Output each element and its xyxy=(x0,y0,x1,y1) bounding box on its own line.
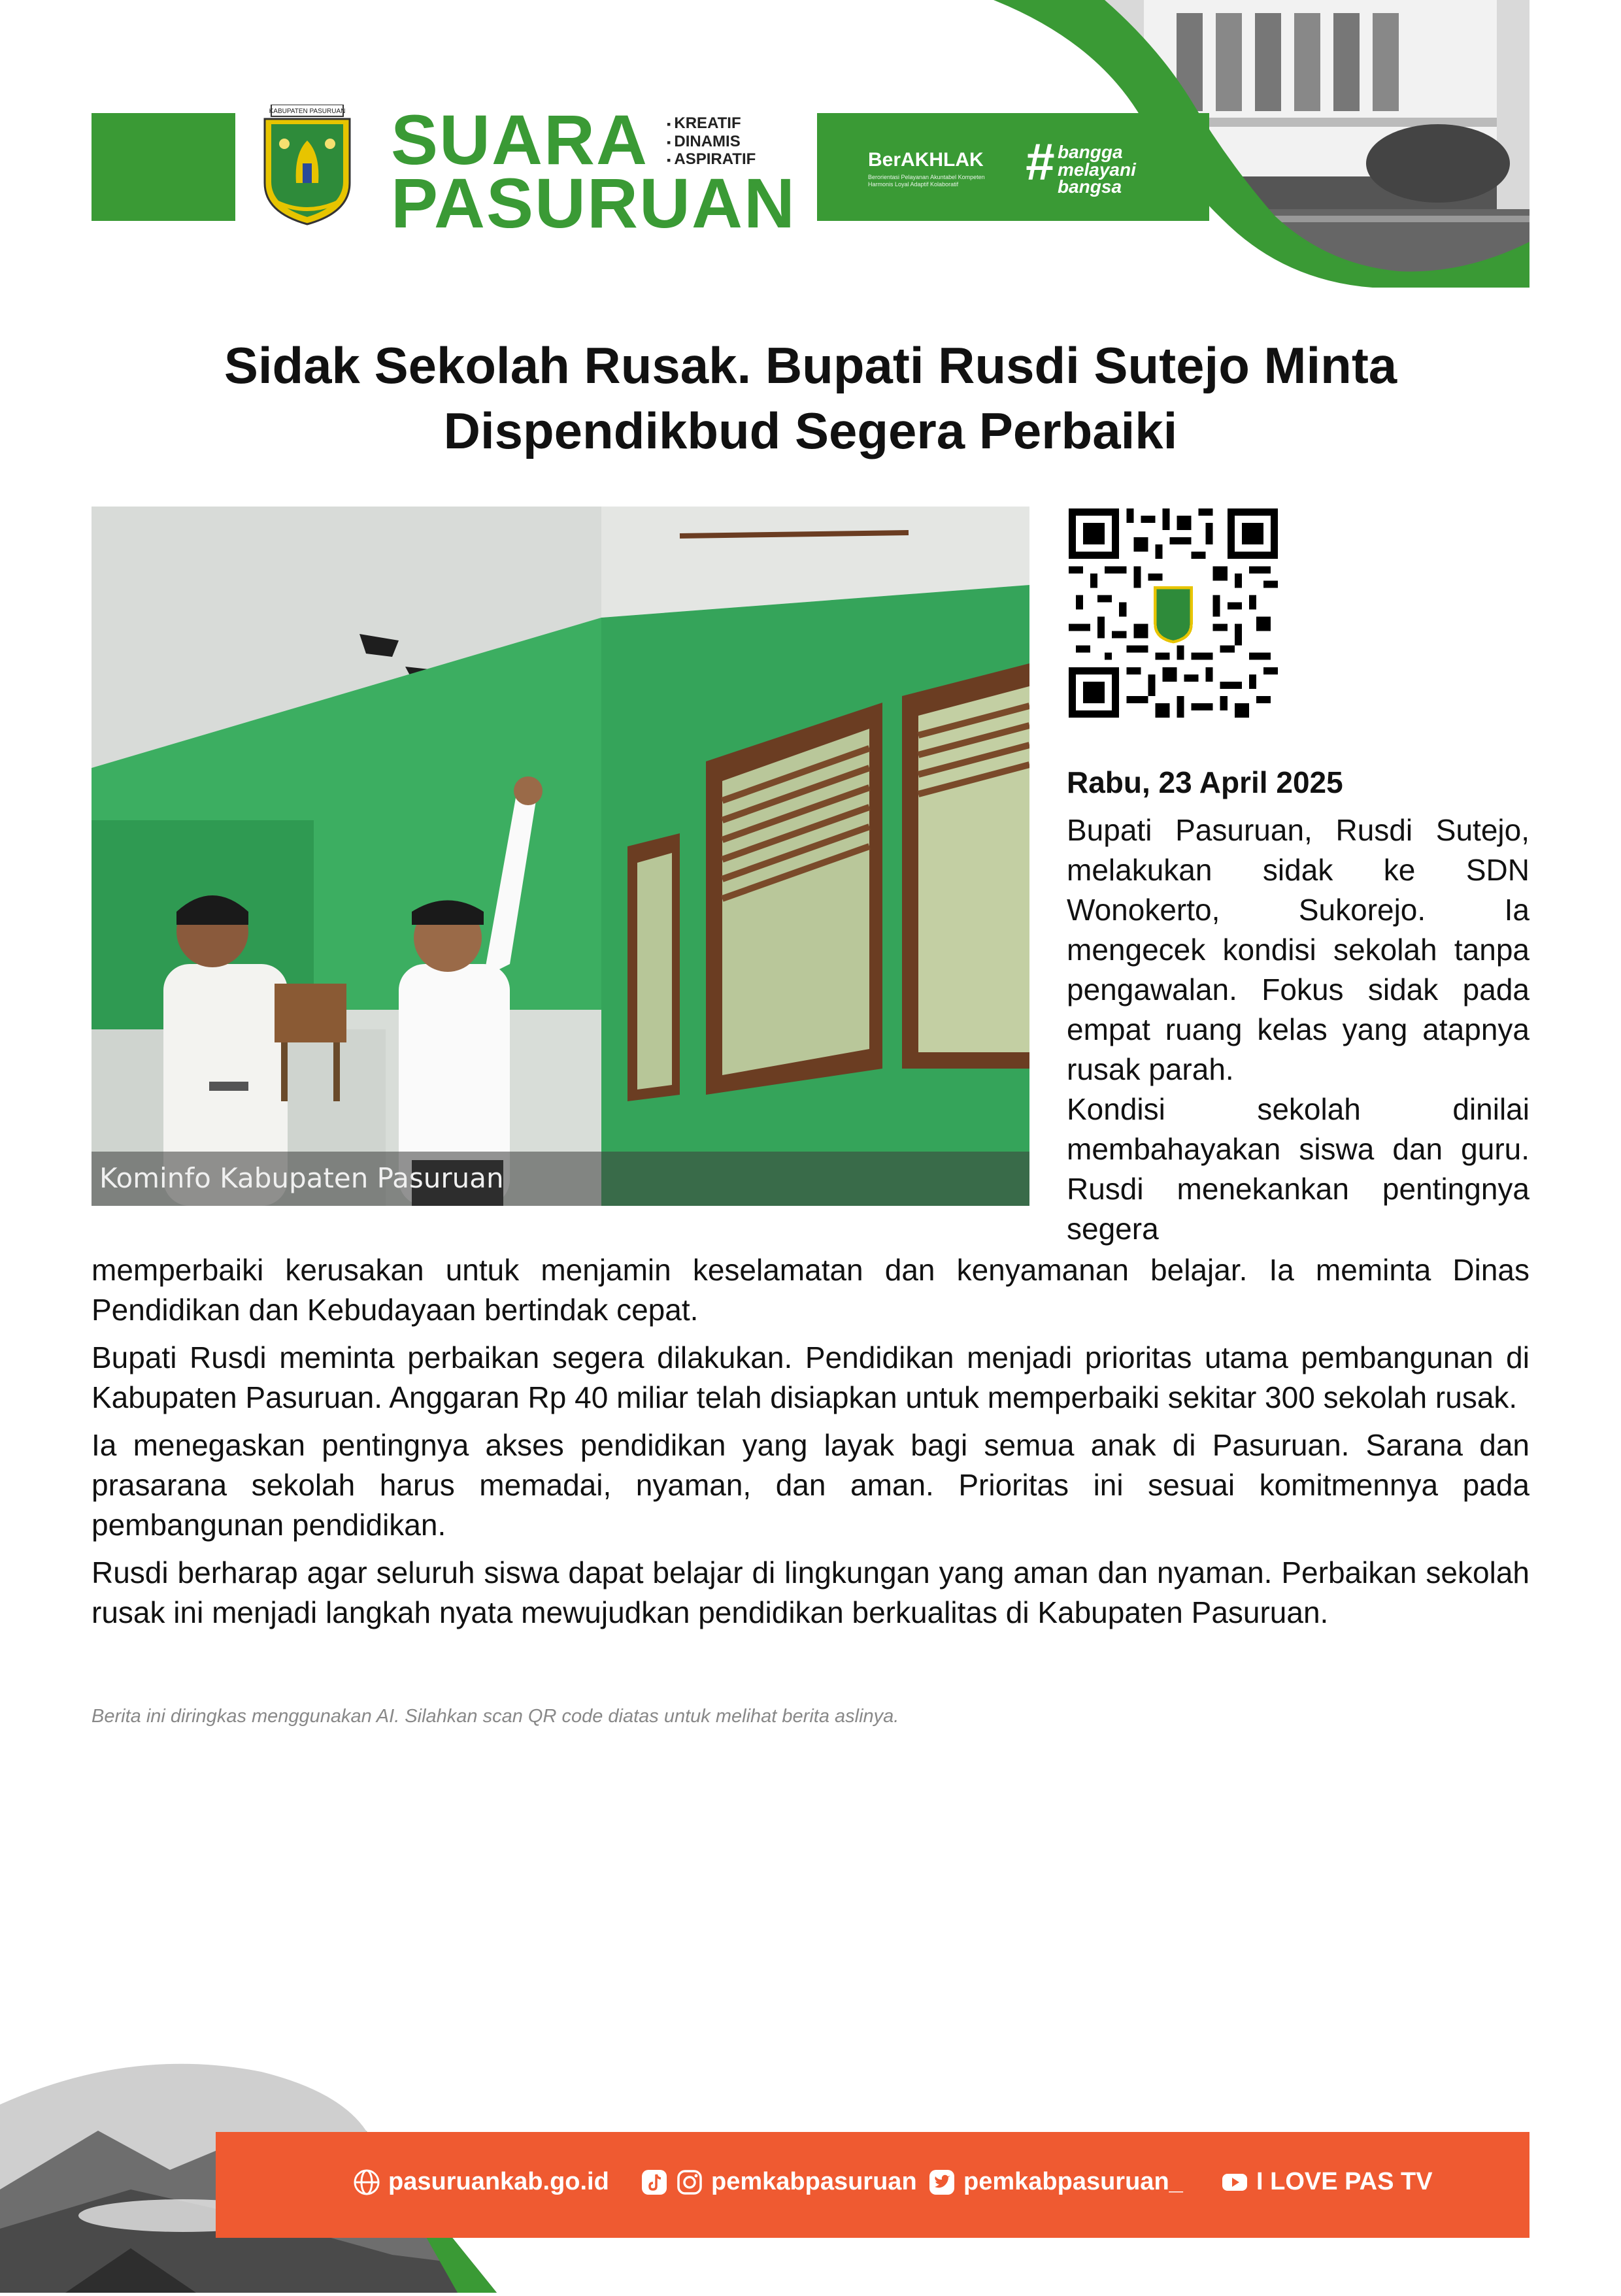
tagline-item: ▪ DINAMIS xyxy=(667,133,756,151)
brand-tagline xyxy=(667,114,756,169)
tiktok-icon xyxy=(641,2169,668,2196)
hashtag-icon: # xyxy=(1025,133,1054,191)
article-photo xyxy=(92,507,1029,1206)
hashtag-word: bangga xyxy=(1058,142,1123,162)
footer-twitter-link[interactable] xyxy=(928,2168,1183,2196)
hashtag-word: bangsa xyxy=(1058,176,1122,197)
bangga-melayani-bangsa-logo xyxy=(1058,144,1136,196)
berakhlak-subtitle: Berorientasi Pelayanan Akuntabel Kompeten Harmonis Loyal Adaptif Kolaboratif xyxy=(868,174,985,188)
title-line-1: Sidak Sekolah Rusak. Bupati Rusdi Sutejo Minta xyxy=(224,337,1397,394)
social-handle-1: pemkabpasuruan xyxy=(711,2168,917,2195)
hashtag-word: melayani xyxy=(1058,159,1136,180)
pasuruan-crest-logo xyxy=(258,105,356,225)
paragraph-4: Ia menegaskan pentingnya akses pendidikan yang layak bagi semua anak di Pasuruan. Sarana dan prasarana sekolah harus memadai, nyaman, dan aman. Prioritas ini sesuai komitmennya pada pembangunan pendidikan. xyxy=(92,1428,1529,1542)
title-line-2: Dispendikbud Segera Perbaiki xyxy=(443,401,1178,459)
photo-caption: Kominfo Kabupaten Pasuruan xyxy=(99,1162,504,1194)
paragraph-3: Bupati Rusdi meminta perbaikan segera dilakukan. Pendidikan menjadi prioritas utama pembangunan di Kabupaten Pasuruan. Anggaran Rp 40 miliar telah disiapkan untuk memperbaiki sekitar 300 sekolah rusak. xyxy=(92,1340,1529,1414)
footer-website-link[interactable] xyxy=(353,2168,609,2196)
footer-social-link-1[interactable] xyxy=(641,2168,917,2196)
youtube-icon xyxy=(1221,2169,1248,2196)
tagline-item: ▪ ASPIRATIF xyxy=(667,150,756,169)
berakhlak-logo: BerAKHLAK xyxy=(868,149,984,171)
article-side-column xyxy=(1067,810,1529,1249)
header-green-block-left xyxy=(92,113,235,221)
instagram-icon xyxy=(676,2169,703,2196)
brand-line-1: SUARA xyxy=(391,100,649,179)
article-date: Rabu, 23 April 2025 xyxy=(1067,765,1343,799)
paragraph-5: Rusdi berharap agar seluruh siswa dapat belajar di lingkungan yang aman dan nyaman. Perbaikan sekolah rusak ini menjadi langkah nyata mewujudkan pendidikan berkualitas di Kabupaten Pasuruan. xyxy=(92,1556,1529,1629)
article-title xyxy=(92,333,1529,464)
paragraph-2-continued: memperbaiki kerusakan untuk menjamin keselamatan dan kenyamanan belajar. Ia meminta Dinas Pendidikan dan Kebudayaan bertindak cepat. xyxy=(92,1253,1529,1327)
tagline-item: ▪ KREATIF xyxy=(667,114,756,133)
social-handle-2: pemkabpasuruan_ xyxy=(963,2168,1183,2195)
globe-icon xyxy=(353,2169,380,2196)
ai-disclaimer: Berita ini diringkas menggunakan AI. Silahkan scan QR code diatas untuk melihat berita aslinya. xyxy=(92,1706,899,1727)
svg-text:KABUPATEN PASURUAN: KABUPATEN PASURUAN xyxy=(269,108,346,115)
article-body xyxy=(92,1250,1529,1640)
paragraph-2-start: Kondisi sekolah dinilai membahayakan siswa dan guru. Rusdi menekankan pentingnya segera xyxy=(1067,1092,1529,1246)
qr-code[interactable] xyxy=(1069,508,1278,718)
youtube-channel: I LOVE PAS TV xyxy=(1256,2168,1433,2195)
paragraph-1: Bupati Pasuruan, Rusdi Sutejo, melakukan sidak ke SDN Wonokerto, Sukorejo. Ia mengecek kondisi sekolah tanpa pengawalan. Fokus sidak pada empat ruang kelas yang atapnya rusak parah. xyxy=(1067,813,1529,1086)
twitter-icon xyxy=(928,2169,956,2196)
website-label: pasuruankab.go.id xyxy=(388,2168,609,2195)
brand-line-2: PASURUAN xyxy=(391,163,797,243)
footer-youtube-link[interactable] xyxy=(1221,2168,1433,2196)
